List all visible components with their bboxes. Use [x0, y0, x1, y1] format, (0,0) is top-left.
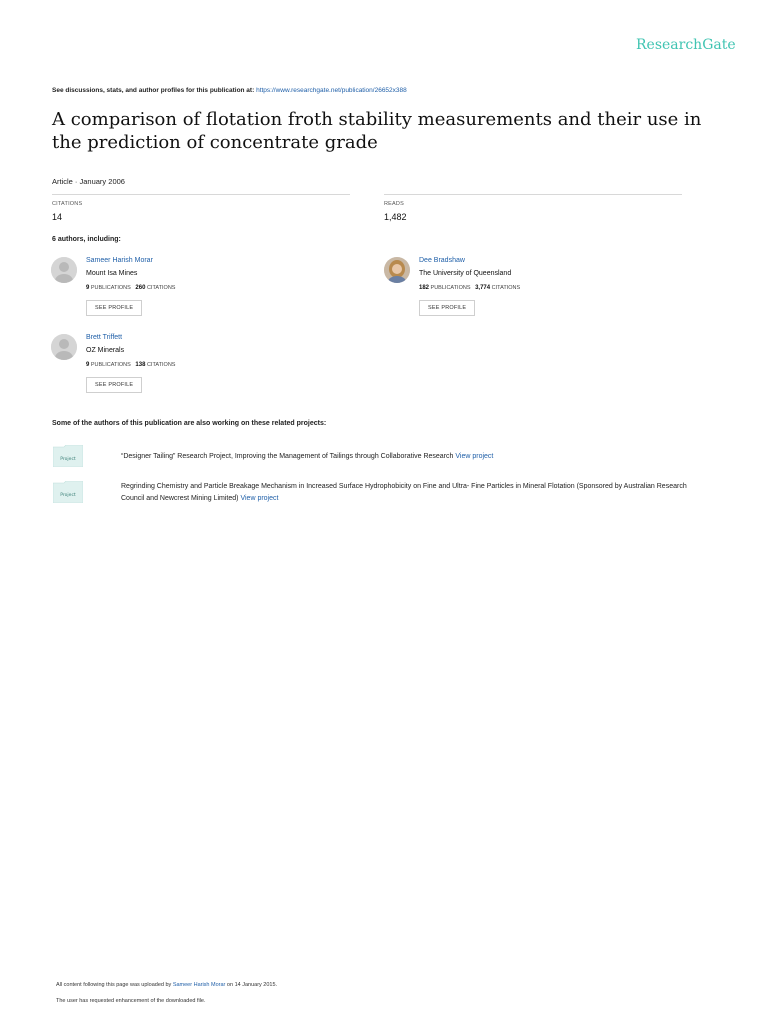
citations-label: CITATIONS — [52, 201, 83, 207]
publication-title: A comparison of flotation froth stability measurements and their use in the prediction of concentrate grade — [52, 109, 702, 153]
project-item — [121, 481, 711, 505]
publications-count: 182 — [419, 285, 430, 291]
project-folder-icon[interactable] — [53, 481, 83, 501]
author-name-link[interactable]: Dee Bradshaw — [419, 257, 465, 264]
author-name-link[interactable]: Brett Triffett — [86, 334, 123, 341]
publications-count: 9 — [86, 362, 90, 368]
project-title: “Designer Tailing” Research Project, Improving the Management of Tailings through Collaborative Research — [121, 453, 454, 460]
citations-label: CITATIONS — [491, 285, 521, 291]
author-affiliation: OZ Minerals — [86, 347, 125, 354]
enhancement-note: The user has requested enhancement of the downloaded file. — [56, 998, 206, 1004]
divider-left — [52, 194, 350, 195]
see-profile-button[interactable]: SEE PROFILE — [86, 300, 142, 316]
citations-count: 3,774 — [475, 285, 491, 291]
divider-right — [384, 194, 682, 195]
upload-note-suffix: on 14 January 2015. — [226, 982, 278, 988]
upload-note — [56, 982, 277, 988]
project-icon-label: Project — [60, 493, 76, 498]
publications-label: PUBLICATIONS — [90, 362, 131, 368]
authors-heading: 6 authors, including: — [52, 236, 121, 243]
citations-count: 260 — [135, 285, 146, 291]
publication-meta: Article · January 2006 — [52, 177, 125, 186]
reads-value: 1,482 — [384, 212, 407, 222]
author-stats — [86, 285, 175, 291]
project-item — [121, 451, 711, 463]
project-folder-icon[interactable] — [53, 445, 83, 465]
publications-label: PUBLICATIONS — [430, 285, 471, 291]
discussion-prefix: See discussions, stats, and author profiles for this publication at: — [52, 87, 255, 94]
citations-label: CITATIONS — [146, 362, 176, 368]
author-avatar-icon[interactable] — [51, 334, 77, 360]
view-project-link[interactable]: View project — [240, 495, 279, 502]
author-stats — [419, 285, 520, 291]
see-profile-button[interactable]: SEE PROFILE — [419, 300, 475, 316]
author-name-link[interactable]: Sameer Harish Morar — [86, 257, 153, 264]
uploader-link[interactable]: Sameer Harish Morar — [172, 982, 226, 988]
citations-count: 138 — [135, 362, 146, 368]
citations-value: 14 — [52, 212, 63, 222]
projects-heading: Some of the authors of this publication are also working on these related projects: — [52, 420, 327, 427]
see-profile-button[interactable]: SEE PROFILE — [86, 377, 142, 393]
author-affiliation: The University of Queensland — [419, 270, 512, 277]
upload-note-prefix: All content following this page was uploaded by — [56, 982, 172, 988]
author-avatar-icon[interactable] — [384, 257, 410, 283]
author-stats — [86, 362, 175, 368]
discussion-line — [52, 87, 407, 94]
view-project-link[interactable]: View project — [455, 453, 494, 460]
reads-label: READS — [384, 201, 404, 207]
publication-url-link[interactable]: https://www.researchgate.net/publication/26652x388 — [256, 87, 407, 94]
citations-label: CITATIONS — [146, 285, 176, 291]
author-affiliation: Mount Isa Mines — [86, 270, 138, 277]
publications-count: 9 — [86, 285, 90, 291]
project-title: Regrinding Chemistry and Particle Breakage Mechanism in Increased Surface Hydrophobicity on Fine and Ultra- Fine Particles in Mineral Flotation (Sponsored by Australian Research Council and Newcrest Mining Limited) — [121, 483, 687, 502]
researchgate-logo[interactable]: ResearchGate — [636, 37, 736, 53]
project-icon-label: Project — [60, 457, 76, 462]
publications-label: PUBLICATIONS — [90, 285, 131, 291]
author-avatar-icon[interactable] — [51, 257, 77, 283]
